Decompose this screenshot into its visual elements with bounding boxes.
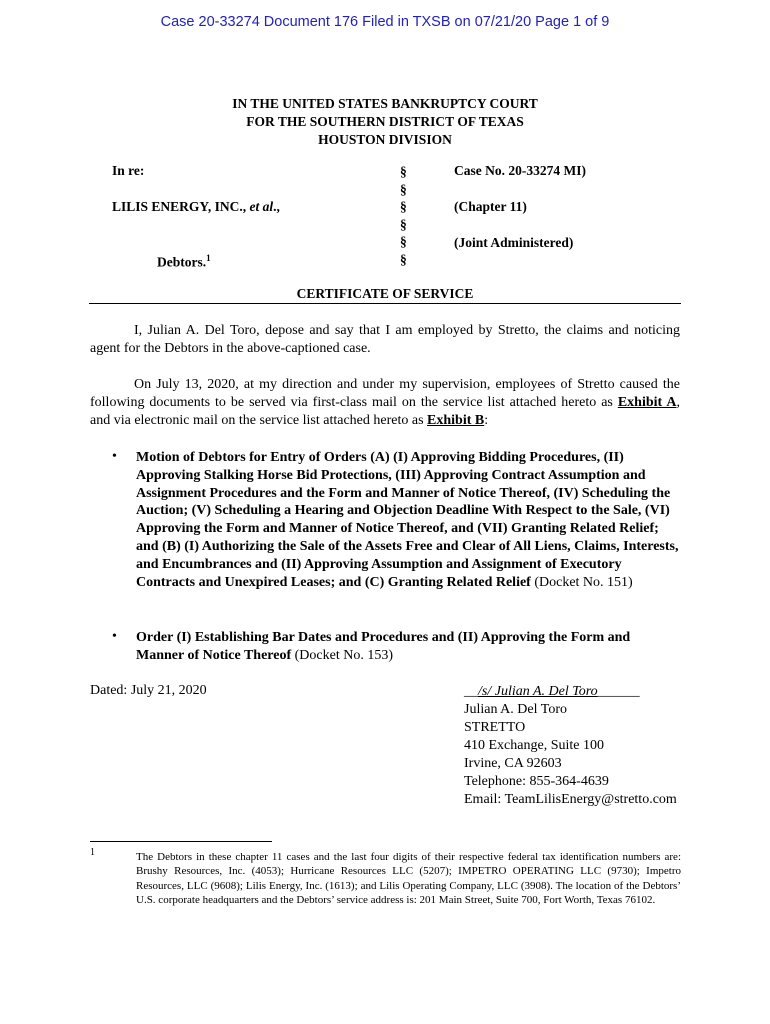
signature: /s/ Julian A. Del Toro: [478, 684, 598, 699]
paragraph-2-text-c: :: [484, 413, 489, 428]
paragraph-2: [90, 376, 680, 430]
bullet-icon: •: [112, 449, 117, 464]
section-marks: [400, 163, 407, 268]
list-item-docket: (Docket No. 153): [291, 647, 394, 663]
signer-phone: Telephone: 855-364-4639: [464, 774, 609, 789]
paragraph-2-text-b: , and via electronic mail on the service list attached hereto as: [90, 395, 680, 428]
debtor-name-text: LILIS ENERGY, INC.,: [112, 199, 247, 214]
paragraph-1: [90, 322, 680, 358]
list-item: [136, 629, 681, 665]
footnote-ref: 1: [206, 253, 211, 263]
debtors-text: Debtors.: [157, 254, 207, 270]
list-item: [136, 449, 681, 591]
signature-block: [464, 683, 677, 809]
section-mark: §: [400, 164, 407, 179]
exhibit-a-ref: Exhibit A: [617, 395, 677, 410]
signer-address: 410 Exchange, Suite 100: [464, 738, 604, 753]
chapter: (Chapter 11): [454, 199, 527, 214]
debtors-label: [157, 253, 211, 271]
court-line-3: HOUSTON DIVISION: [318, 132, 452, 147]
footnote-rule: [90, 841, 272, 842]
section-mark: §: [400, 234, 407, 249]
debtor-name: [112, 199, 280, 215]
court-line-1: IN THE UNITED STATES BANKRUPTCY COURT: [232, 96, 538, 111]
list-item-docket: (Docket No. 151): [530, 574, 633, 590]
document-title: CERTIFICATE OF SERVICE: [296, 286, 474, 301]
signature-line: [464, 683, 677, 701]
section-mark: §: [400, 251, 407, 267]
court-heading: [0, 95, 770, 149]
signer-city: Irvine, CA 92603: [464, 756, 562, 771]
et-al-text: et al: [249, 199, 274, 214]
footnote-number: 1: [90, 847, 95, 858]
signature-lead: __: [464, 684, 478, 699]
in-re-label: In re:: [112, 163, 145, 178]
bullet-icon: •: [112, 629, 117, 644]
debtor-tail: .,: [273, 199, 280, 214]
list-item-title: Order (I) Establishing Bar Dates and Procedures and (II) Approving the Form and Manner of Notice Thereof: [136, 630, 631, 663]
signer-email: Email: TeamLilisEnergy@stretto.com: [464, 792, 677, 807]
exhibit-b-ref: Exhibit B: [427, 413, 485, 428]
section-mark: §: [400, 216, 407, 232]
list-item-title: Motion of Debtors for Entry of Orders (A) (I) Approving Bidding Procedures, (II) Approving Stalking Horse Bid Protections, (III) Approving Contract Assumption and Assignment Procedures and the Form and Manner of Notice Thereof, (IV) Scheduling the Auction; (V) Scheduling a Hearing and Objection Deadline With Respect to the Sale, (VI) Approving the Form and Manner of Notice Thereof, and (VII) Granting Related Relief; and (B) (I) Authorizing the Sale of the Assets Free and Clear of All Liens, Claims, Interests, and Encumbrances and (II) Approving Assumption and Assignment of Executory Contracts and Unexpired Leases; and (C) Granting Related Relief: [136, 450, 679, 590]
dated-line: Dated: July 21, 2020: [90, 683, 207, 698]
signature-trail: ______: [597, 684, 640, 699]
section-mark: §: [400, 181, 407, 197]
footnote-text: The Debtors in these chapter 11 cases and the last four digits of their respective federal tax identification numbers are: Brushy Resources, Inc. (4053); Hurricane Resources LLC (5207); IMPETRO OPERATING LLC (9730); Impetro Resources, LLC (9608); Lilis Energy, Inc. (1613); and Lilis Operating Company, LLC (3908). The location of the Debtors’ U.S. corporate headquarters and the Debtors’ service address is: 201 Main Street, Suite 700, Fort Worth, Texas 76102.: [136, 851, 681, 906]
case-number: Case No. 20-33274 MI): [454, 163, 586, 178]
signer-company: STRETTO: [464, 720, 526, 735]
paragraph-2-text-a: On July 13, 2020, at my direction and under my supervision, employees of Stretto caused the following documents to be served via first-class mail on the service list attached hereto as: [90, 377, 680, 410]
signer-name: Julian A. Del Toro: [464, 702, 567, 717]
title-rule: [89, 303, 681, 304]
joint-administered: (Joint Administered): [454, 235, 574, 250]
paragraph-1-text: I, Julian A. Del Toro, depose and say that I am employed by Stretto, the claims and noticing agent for the Debtors in the above-captioned case.: [90, 323, 680, 356]
court-line-2: FOR THE SOUTHERN DISTRICT OF TEXAS: [246, 114, 524, 129]
ecf-header: Case 20-33274 Document 176 Filed in TXSB on 07/21/20 Page 1 of 9: [160, 14, 610, 30]
section-mark: §: [400, 199, 407, 214]
